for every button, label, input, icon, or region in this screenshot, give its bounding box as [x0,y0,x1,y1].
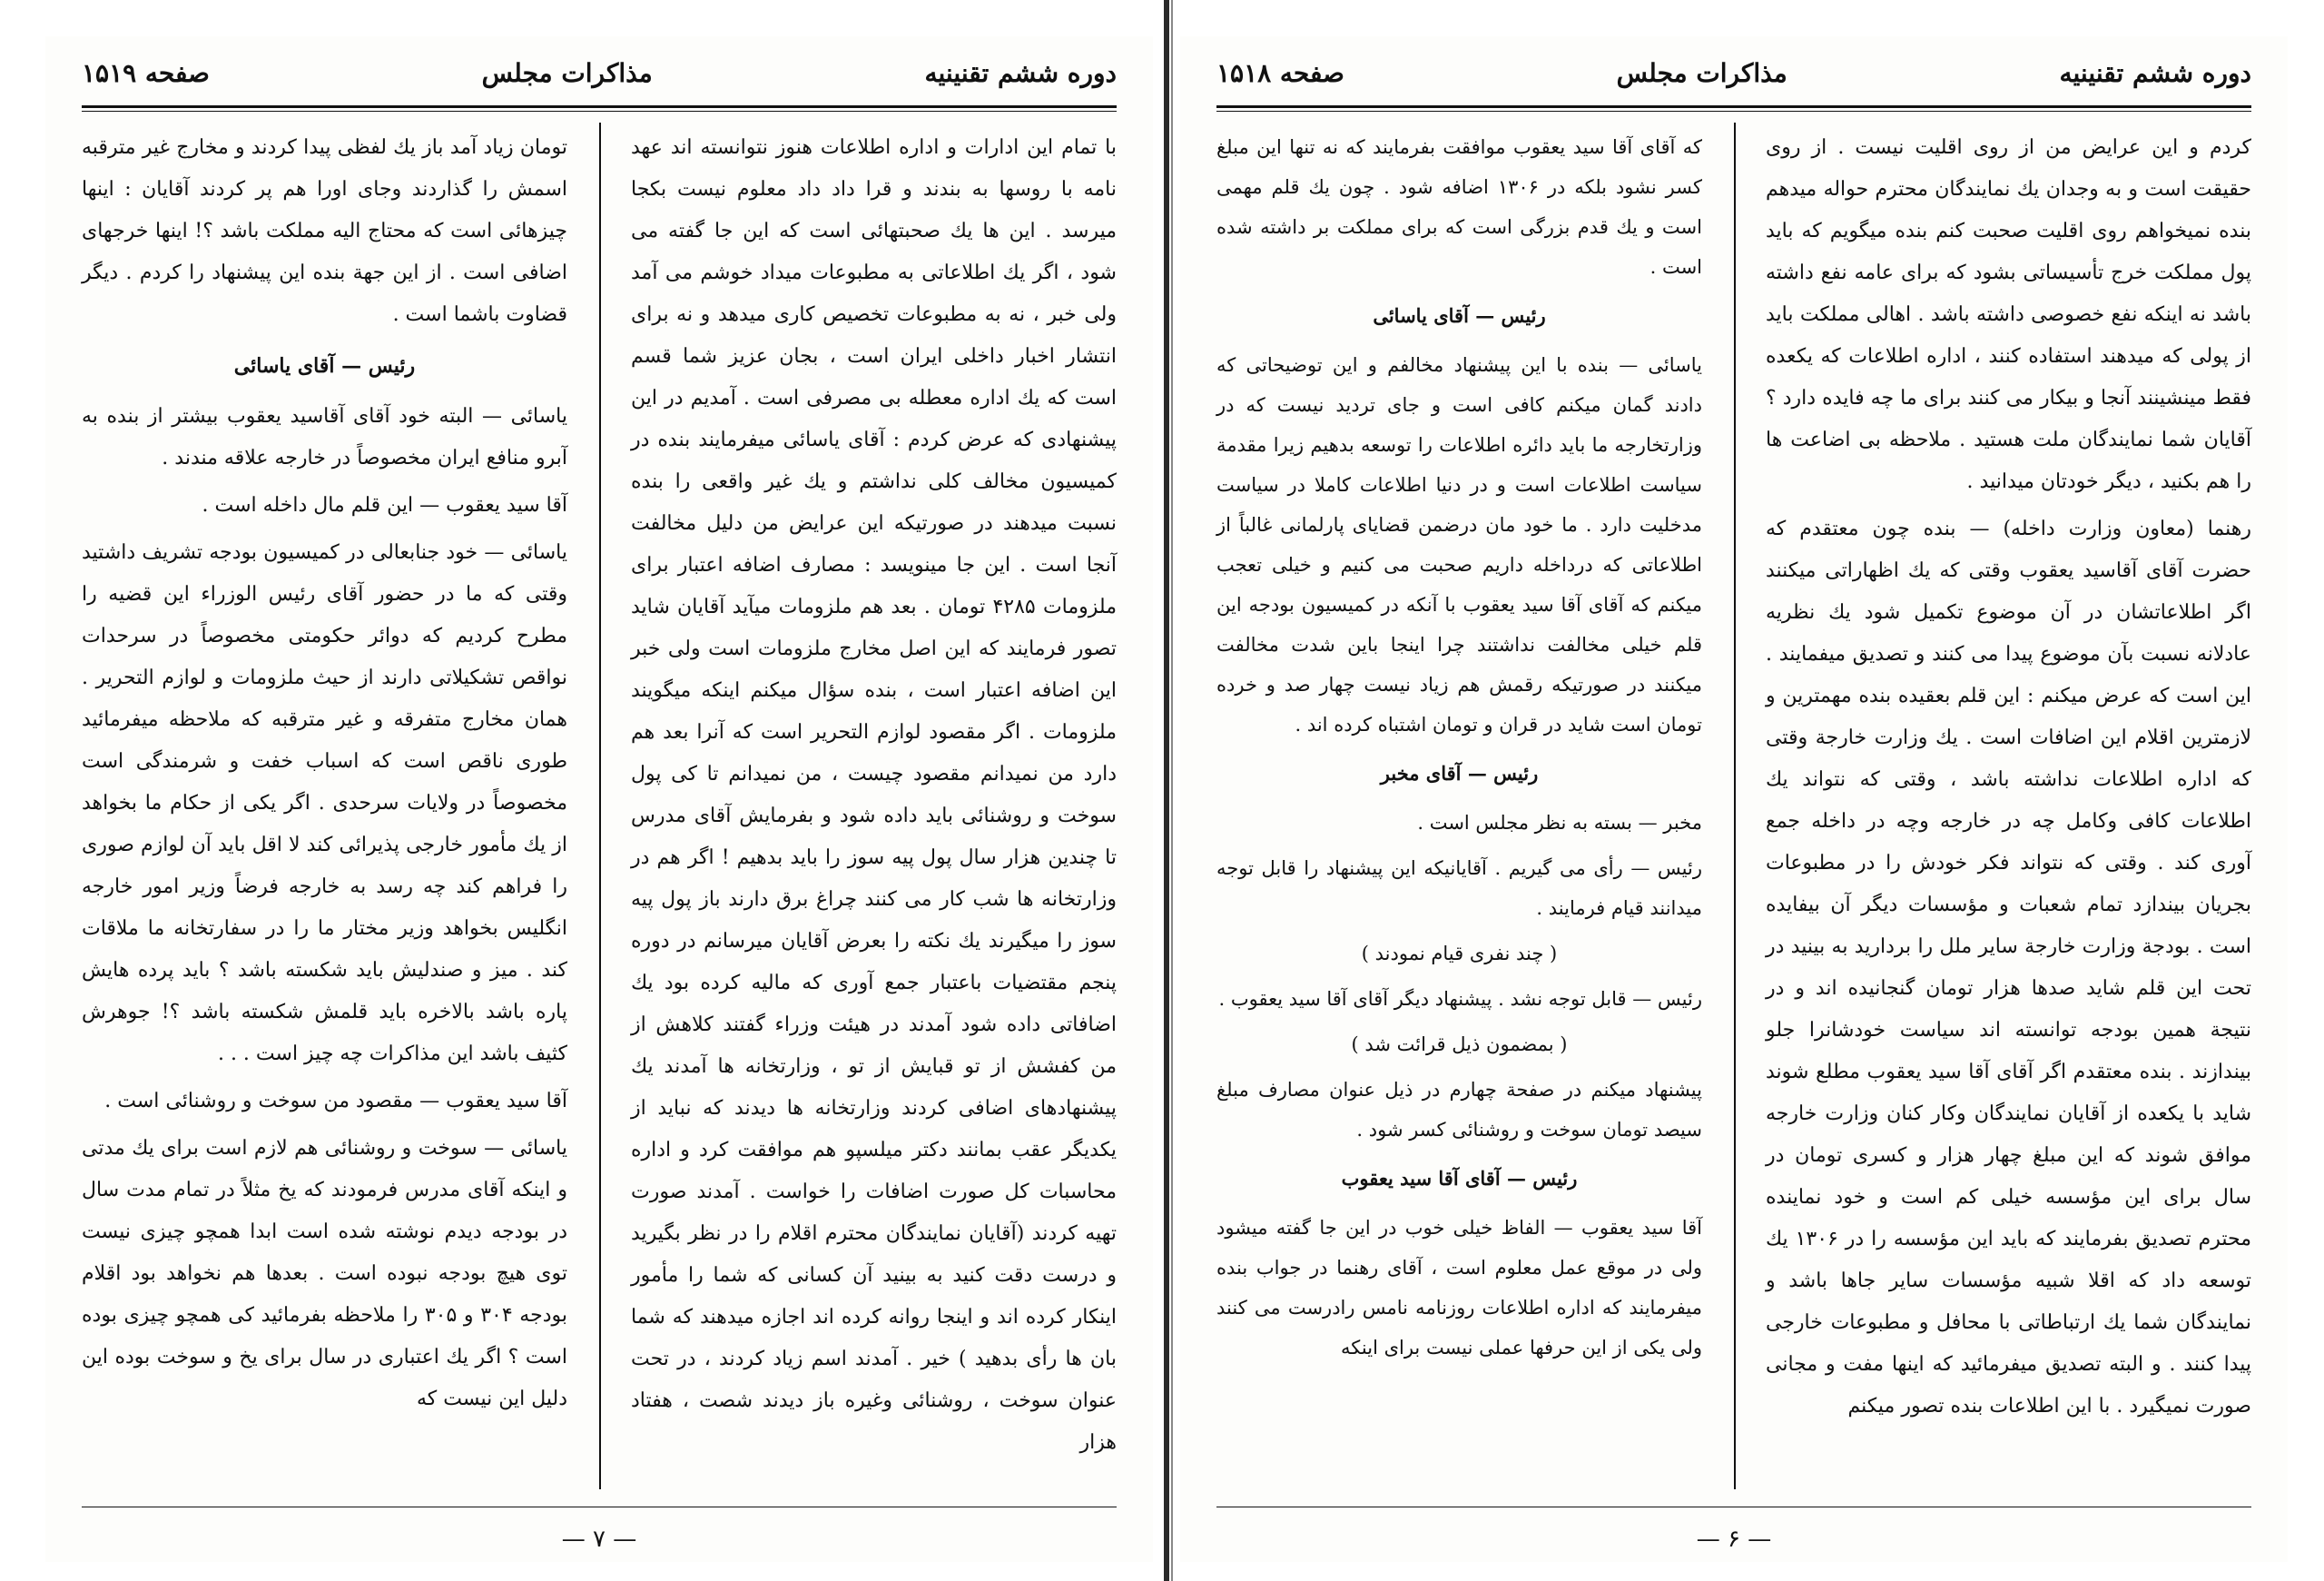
page-number: صفحه ۱۵۱۸ [1216,57,1344,88]
text-column-left [1216,127,1702,1373]
paragraph: تومان زیاد آمد باز یك لفظی پیدا کردند و مخارج غیر مترقبه اسمش را گذاردند وجای اورا هم پر کردند آقایان : اینها چیزهائی است که محتاج الیه مملکت باشد ؟! اینها خرجهای اضافی است . از این جهة بنده این پیشنهاد را کردم . دیگر قضاوت باشما است . [82,136,567,326]
stage-note: ( بمضمون ذیل قرائت شد ) [1351,1033,1568,1055]
session-label: دوره ششم تقنینیه [2059,57,2251,88]
text-column-right [1766,127,2251,1433]
page-header [82,45,1117,100]
paragraph: رهنما (معاون وزارت داخله) — بنده چون معتقدم که حضرت آقای آقاسید یعقوب وقتی که یك اظهاراتی میکنند اگر اطلاعاتشان در آن موضوع تکمیل شود یك نظریه عادلانه نسبت بآن موضوع پیدا می کنند و تصدیق میفمایند . این است که عرض میکنم : این قلم بعقیده بنده مهمترین و لازمترین اقلام این اضافات است . یك وزارت خارجة وقتی که اداره اطلاعات نداشته باشد ، وقتی که نتواند یك اطلاعات کافی وکامل چه در خارجه وچه در داخله جمع آوری کند . وقتی که نتواند فکر خودش را در مطبوعات بجریان بیندازد تمام شعبات و مؤسسات دیگر آن بیفایده است . بودجة وزارت خارجة سایر ملل را بردارید به بینید در تحت این قلم شاید صدها هزار تومان گنجانیده اند و در نتیجة همین بودجه توانسته اند سیاست خودشانرا جلو بیندازند . بنده معتقدم اگر آقای آقا سید یعقوب مطلع شوند شاید با یکعده از آقایان نمایندگان وکار کنان وزارت خارجه موافق شوند که این مبلغ چهار هزار و کسری تومان در سال برای این مؤسسه خیلی کم است و خود نماینده محترم تصدیق بفرمایند که باید این مؤسسه را در ۱۳۰۶ یك توسعه داد که اقلا شبیه مؤسسات سایر جاها باشد و نمایندگان شما یك ارتباطاتی با محافل و مطبوعات خارجی پیدا کنند . و البته تصدیق میفرمائید که اینها مفت و مجانی صورت نمیگیرد . با این اطلاعات بنده تصور میکنم [1766,518,2251,1418]
paragraph: کردم و این عرایض من از روی اقلیت نیست . از روی حقیقت است و به وجدان یك نمایندگان محترم حواله میدهم بنده نمیخواهم روی اقلیت صحبت کنم بنده میگویم که باید پول مملکت خرج تأسیساتی بشود که برای عامه نفع داشته باشد نه اینکه نفع خصوصی داشته باشد . اهالی مملکت باید از پولی که میدهند استفاده کنند ، اداره اطلاعات که یکعده فقط مینشینند آنجا و بیکار می کنند برای ما چه فایده دارد ؟ آقایان شما نمایندگان ملت هستید . ملاحظه بی اضاعت ها را هم بکنید ، دیگر خودتان میدانید . [1766,136,2251,493]
paragraph: یاسائی — البته خود آقای آقاسید یعقوب بیشتر از بنده به آبرو منافع ایران مخصوصاً در خارجه علاقه مندند . [82,405,567,469]
text-column-right [631,127,1117,1469]
paragraph: آقا سید یعقوب — مقصود من سوخت و روشنائی است . [104,1090,567,1112]
paragraph: آقا سید یعقوب — این قلم مال داخله است . [202,494,567,517]
stage-note: ( چند نفری قیام نمودند ) [1361,943,1558,964]
header-rule [82,105,1117,108]
paragraph: پیشنهاد میکنم در صفحة چهارم در ذیل عنوان مصارف مبلغ سیصد تومان سوخت و روشنائی کسر شود . [1216,1079,1702,1141]
page-number: صفحه ۱۵۱۹ [82,57,210,88]
header-rule-thin [82,111,1117,112]
paragraph: مخبر — بسته به نظر مجلس است . [1417,812,1702,834]
paragraph: با تمام این ادارات و اداره اطلاعات هنوز نتوانسته اند عهد نامه با روسها به بندند و قرا داد داد معلوم نیست بکجا میرسد . این ها یك صحبتهائی است که این جا گفته می شود ، اگر یك اطلاعاتی به مطبوعات میداد خوشم می آمد ولی خبر ، نه به مطبوعات تخصیص کاری میدهد و نه برای انتشار اخبار داخلی ایران است ، بجان عزیز شما قسم است که یك اداره معطله بی مصرفی است . آمدیم در این پیشنهادی که عرض کردم : آقای یاسائی میفرمایند بنده در کمیسیون مخالف کلی نداشتم و یك غیر واقعی را بنده نسبت میدهند در صورتیکه این عرایض من دلیل مخالفت آنجا است . این جا مینویسد : مصارف اضافه اعتبار برای ملزومات ۴۲۸۵ تومان . بعد هم ملزومات میآید آقایان شاید تصور فرمایند که این اصل مخارج ملزومات است ولی خبر این اضافه اعتبار است ، بنده سؤال میکنم اینکه میگویند ملزومات . اگر مقصود لوازم التحریر است که آنرا بعد هم دارد من نمیدانم مقصود چیست ، من نمیدانم تا کی پول سوخت و روشنائی باید داده شود و بفرمایش آقای مدرس تا چندین هزار سال پول پیه سوز را باید بدهیم ! اگر هم در وزارتخانه ها شب کار می کنند چراغ برق دارند باز پول پیه سوز را میگیرند یك نکته را بعرض آقایان میرسانم در دوره پنجم مقتضیات باعتبار جمع آوری که مالیه کرده بود یك اضافاتی داده شود آمدند در هیئت وزراء گفتند کلاهش از من کفشش از تو قبایش از تو ، وزارتخانه ها آمدند یك پیشنهادهای اضافی کردند وزارتخانه ها دیدند که نباید از یکدیگر عقب بمانند دکتر میلسپو هم موافقت کرد و اداره محاسبات کل صورت اضافات را خواست . آمدند صورت تهیه کردند (آقایان نمایندگان محترم اقلام را در نظر بگیرید و درست دقت کنید به بینید آن کسانی که شما را مأمور اینکار کرده اند و اینجا روانه کرده اند اجازه میدهند که شما بان ها رأی بدهید ) خیر . آمدند اسم زیاد کردند ، در تحت عنوان سوخت ، روشنائی وغیره باز دیدند شصت ، هفتاد هزار [631,136,1117,1454]
header-rule [1216,105,2251,108]
header-rule-thin [1216,111,2251,112]
paragraph: یاسائی — خود جنابعالی در کمیسیون بودجه تشریف داشتید وقتی که ما در حضور آقای رئیس الوزراء این قضیه را مطرح کردیم که دوائر حکومتی مخصوصاً در سرحدات نواقص تشکیلاتی دارند از حیث ملزومات و لوازم التحریر . همان مخارج متفرقه و غیر مترقبه که ملاحظه میفرمائید طوری ناقص است که اسباب خفت و شرمندگی است مخصوصاً در ولایات سرحدی . اگر یکی از حکام ما بخواهد از یك مأمور خارجی پذیرائی کند لا اقل باید آن لوازم صوری را فراهم کند چه رسد به خارجه فرضاً وزیر امور خارجه انگلیس بخواهد وزیر مختار ما را در سفارتخانه ما ملاقات کند . میز و صندلیش باید شکسته باشد ؟ باید پرده هایش پاره باشد بالاخره باید قلمش شکسته باشد ؟! جوهرش کثیف باشد این مذاکرات چه چیز است . . . [82,541,567,1065]
paragraph: رئیس — رأی می گیریم . آقایانیکه این پیشنهاد را قابل توجه میدانند قیام فرمایند . [1216,857,1702,919]
page-header [1216,45,2251,100]
page-footer-number: — ۶ — [1696,1526,1772,1553]
column-divider [599,123,601,1489]
paragraph: رئیس — قابل توجه نشد . پیشنهاد دیگر آقای آقا سید یعقوب . [1218,988,1702,1010]
speaker-heading: رئیس — آقای یاسائی [1373,304,1546,327]
binding-gutter-edge [1171,0,1173,1581]
page-1519 [45,36,1153,1562]
paragraph: آقا سید یعقوب — الفاظ خیلی خوب در این جا گفته میشود ولی در موقع عمل معلوم است ، آقای رهنما در جواب بنده میفرمایند که اداره اطلاعات روزنامه نامس رادرست می کنند ولی یکی از این حرفها عملی نیست برای اینکه [1216,1217,1702,1359]
text-column-left [82,127,567,1426]
binding-gutter [1164,0,1169,1581]
page-footer-number: — ۷ — [561,1526,637,1553]
paragraph: یاسائی — بنده با این پیشنهاد مخالفم و این توضیحاتی که دادند گمان میکنم کافی است و جای تردید نیست که در وزارتخارجه ما باید دائره اطلاعات را توسعه بدهیم زیرا مقدمة سیاست اطلاعات است و در دنیا اطلاعات کاملا در سیاست مدخلیت دارد . ما خود مان درضمن قضایای پارلمانی غالباً از اطلاعاتی که درداخله داریم صحبت می کنیم و خیلی تعجب میکنم که آقای آقا سید یعقوب با آنکه در کمیسیون بودجه این قلم خیلی مخالفت نداشتند چرا اینجا باین شدت مخالفت میکنند در صورتیکه رقمش هم زیاد نیست چهار صد و خرده تومان است شاید در قران و تومان اشتباه کرده اند . [1216,354,1703,736]
speaker-heading: رئیس — آقای مخبر [1380,762,1539,785]
paragraph: که آقای آقا سید یعقوب موافقت بفرمایند که نه تنها این مبلغ کسر نشود بلکه در ۱۳۰۶ اضافه شود . چون یك قلم مهمی است و یك قدم بزرگی است که برای مملکت بر داشته شده است . [1216,136,1702,278]
speaker-heading: رئیس — آقای یاسائی [233,354,416,378]
page-1518 [1180,36,2288,1562]
column-divider [1734,123,1736,1489]
session-label: دوره ششم تقنینیه [924,57,1117,88]
paragraph: یاسائی — سوخت و روشنائی هم لازم است برای یك مدتی و اینکه آقای مدرس فرمودند که یخ مثلاً در تمام مدت سال در بودجه دیدم نوشته شده است ابدا همچو چیزی نیست توی هیچ بودجه نبوده است . بعدها هم نخواهد بود اقلام بودجه ۳۰۴ و ۳۰۵ را ملاحظه بفرمائید کی همچو چیزی بوده است ؟ اگر یك اعتباری در سال برای یخ و سوخت بوده این دلیل این نیست که [82,1137,567,1410]
running-title: مذاکرات مجلس [481,57,653,88]
running-title: مذاکرات مجلس [1616,57,1787,88]
speaker-heading: رئیس — آقای آقا سید یعقوب [1341,1167,1578,1190]
